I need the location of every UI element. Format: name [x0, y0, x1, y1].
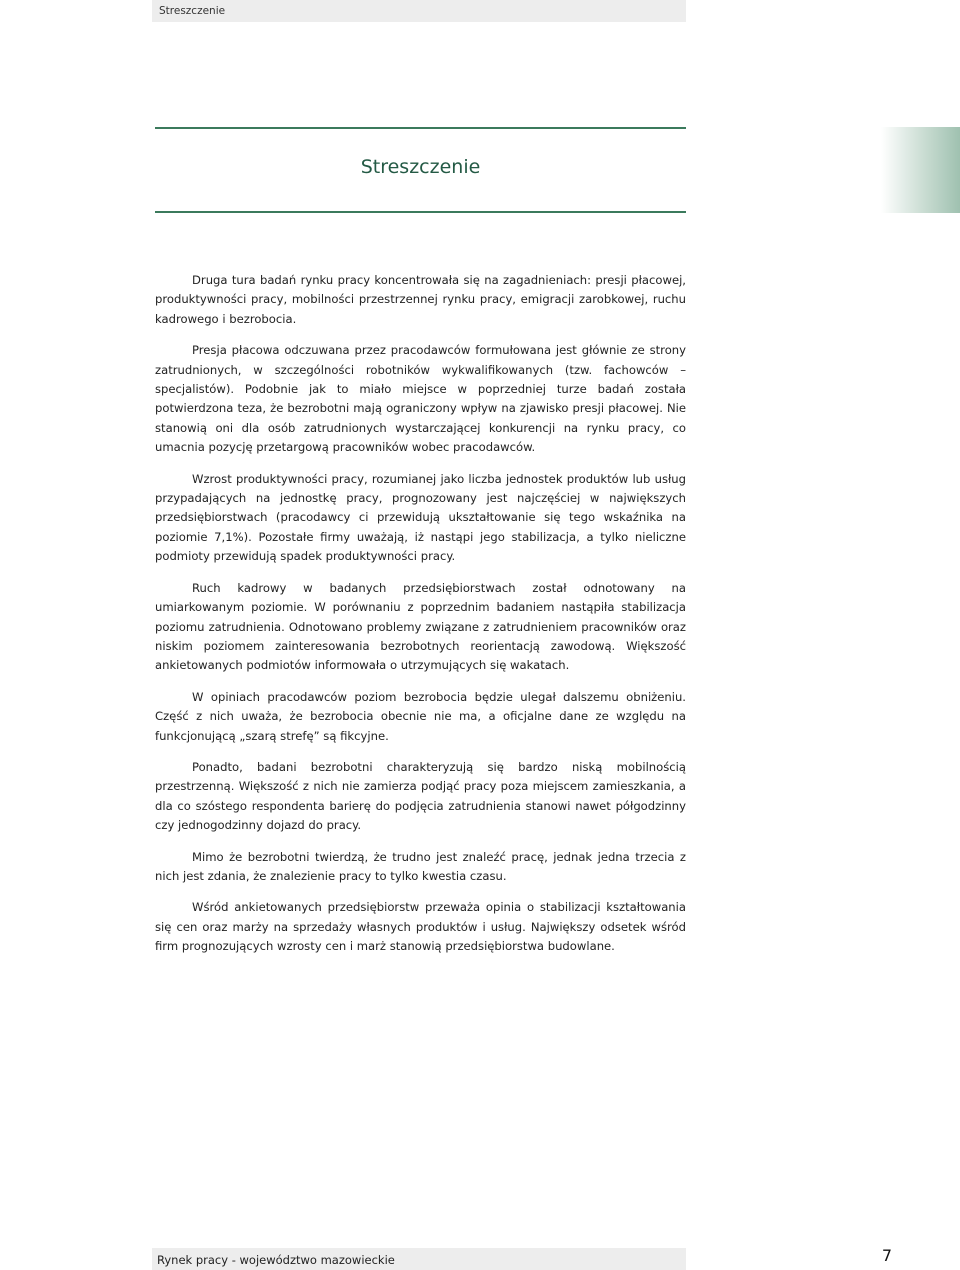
summary-body — [155, 271, 686, 969]
title-rule-top — [155, 127, 686, 129]
running-header-title: Streszczenie — [159, 5, 226, 17]
running-footer — [152, 1248, 686, 1270]
paragraph: Presja płacowa odczuwana przez pracodawców formułowana jest głównie ze strony zatrudnionych, w szczególności robotników wykwalifikowanych (tzw. fachowców – specjalistów). Podobnie jak to miało miejsce w poprzedniej turze badań została potwierdzona teza, że bezrobotni mają ograniczony wpływ na zjawisko presji płacowej. Nie stanowią oni dla osób zatrudnionych wystarczającej konkurencji na rynku pracy, co umacnia pozycję przetargową pracowników wobec pracodawców. — [155, 343, 686, 455]
paragraph: Druga tura badań rynku pracy koncentrowała się na zagadnieniach: presji płacowej, produktywności pracy, mobilności przestrzennej rynku pracy, emigracji zarobkowej, ruchu kadrowego i bezrobocia. — [155, 273, 686, 326]
running-header — [152, 0, 686, 22]
paragraph: Wzrost produktywności pracy, rozumianej jako liczba jednostek produktów lub usług przypadających na jednostkę pracy, prognozowany jest najczęściej w największych przedsiębiorstwach (pracodawcy ci przewidują ukształtowanie się tego wskaźnika na poziomie 7,1%). Pozostałe firmy uważają, iż nastąpi jego stabilizacja, a tylko nieliczne podmioty przewidują spadek produktywności pracy. — [155, 471, 686, 564]
chapter-side-tab — [881, 127, 960, 213]
page-number: 7 — [881, 1246, 893, 1265]
chapter-title: Streszczenie — [360, 156, 481, 178]
paragraph: Wśród ankietowanych przedsiębiorstw przeważa opinia o stabilizacji kształtowania się cen oraz marży na sprzedaży własnych produktów i usług. Największy odsetek wśród firm prognozujących wzrosty cen i marż stanowią przedsiębiorstwa budowlane. — [155, 900, 686, 954]
publication-title: Rynek pracy - województwo mazowieckie — [157, 1253, 395, 1267]
paragraph: Ponadto, badani bezrobotni charakteryzują się bardzo niską mobilnością przestrzenną. Większość z nich nie zamierza podjąć pracy poza miejscem zamieszkania, a dla co szóstego respondenta barierę do podjęcia zatrudnienia stanowi nawet półgodzinny czy jednogodzinny dojazd do pracy. — [155, 759, 686, 833]
title-rule-bottom — [155, 211, 686, 213]
paragraph: W opiniach pracodawców poziom bezrobocia będzie ulegał dalszemu obniżeniu. Część z nich uważa, że bezrobocia obecnie nie ma, a oficjalne dane ze względu na funkcjonującą „szarą strefę” są fikcyjne. — [155, 689, 686, 743]
paragraph: Ruch kadrowy w badanych przedsiębiorstwach został odnotowany na umiarkowanym poziomie. W porównaniu z poprzednim badaniem nastąpiła stabilizacja poziomu zatrudnienia. Odnotowano problemy związane z zatrudnieniem pracowników oraz niskim poziomem zainteresowania bezrobotnych reorientacją zawodową. Większość ankietowanych podmiotów informowała o utrzymujących się wakatach. — [155, 580, 686, 673]
paragraph: Mimo że bezrobotni twierdzą, że trudno jest znaleźć pracę, jednak jedna trzecia z nich jest zdania, że znalezienie pracy to tylko kwestia czasu. — [155, 849, 686, 883]
